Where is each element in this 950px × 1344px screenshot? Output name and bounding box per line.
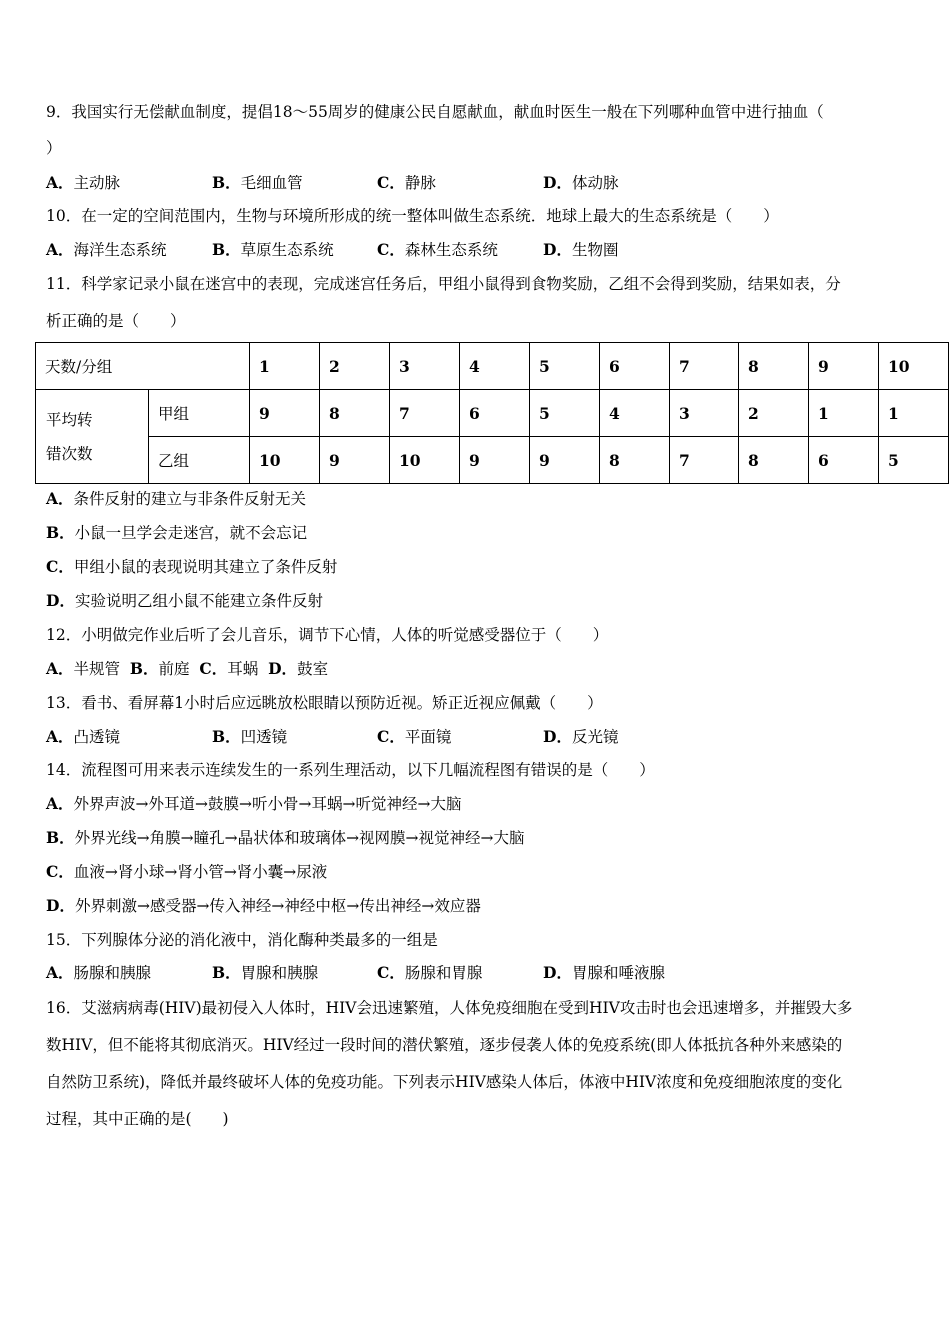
q15-option-d: D．胃腺和唾液腺 (543, 963, 665, 982)
value-cell: 5 (879, 437, 949, 484)
q16-line1: 16．艾滋病病毒(HIV)最初侵入人体时，HIV会迅速繁殖，人体免疫细胞在受到HIV攻击时也会迅速增多，并摧毁大多 (46, 999, 853, 1017)
day-cell: 6 (600, 343, 670, 390)
value-cell: 10 (250, 437, 320, 484)
q15-stem: 15．下列腺体分泌的消化液中，消化酶种类最多的一组是 (46, 931, 438, 949)
q9-option-c: C．静脉 (377, 173, 436, 192)
value-cell: 4 (600, 390, 670, 437)
table-header-row (36, 343, 949, 390)
q10-option-c: C．森林生态系统 (377, 240, 498, 259)
day-cell: 3 (390, 343, 460, 390)
value-cell: 7 (670, 437, 739, 484)
q14-option-a: A．外界声波→外耳道→鼓膜→听小骨→耳蜗→听觉神经→大脑 (46, 794, 462, 813)
value-cell: 1 (879, 390, 949, 437)
value-cell: 7 (390, 390, 460, 437)
value-cell: 6 (809, 437, 879, 484)
value-cell: 9 (250, 390, 320, 437)
q11-stem-line1: 11．科学家记录小鼠在迷宫中的表现，完成迷宫任务后，甲组小鼠得到食物奖励，乙组不会得到奖励，结果如表，分 (46, 275, 841, 293)
q14-option-c: C．血液→肾小球→肾小管→肾小囊→尿液 (46, 862, 328, 881)
value-cell: 6 (460, 390, 530, 437)
value-cell: 3 (670, 390, 739, 437)
q16-line2: 数HIV，但不能将其彻底消灭。HIV经过一段时间的潜伏繁殖，逐步侵袭人体的免疫系统(即人体抵抗各种外来感染的 (46, 1036, 843, 1054)
value-cell: 8 (600, 437, 670, 484)
day-cell: 9 (809, 343, 879, 390)
q14-stem: 14．流程图可用来表示连续发生的一系列生理活动，以下几幅流程图有错误的是（ ） (46, 761, 655, 779)
q16-line4: 过程，其中正确的是( ) (46, 1110, 229, 1128)
q10-option-b: B．草原生态系统 (212, 240, 334, 259)
q11-option-a: A．条件反射的建立与非条件反射无关 (46, 489, 307, 508)
q13-option-b: B．凹透镜 (212, 727, 288, 746)
table-row-group-b (36, 437, 949, 484)
q9-stem-line2: ） (46, 139, 62, 157)
q9-option-d: D．体动脉 (543, 173, 619, 192)
row-header: 平均转 错次数 (36, 390, 149, 484)
q14-option-d: D．外界刺激→感受器→传入神经→神经中枢→传出神经→效应器 (46, 896, 481, 915)
q9-option-b: B．毛细血管 (212, 173, 303, 192)
value-cell: 8 (320, 390, 390, 437)
q10-option-a: A．海洋生态系统 (46, 240, 167, 259)
q15-option-b: B．胃腺和胰腺 (212, 963, 319, 982)
day-cell: 10 (879, 343, 949, 390)
q11-option-d: D．实验说明乙组小鼠不能建立条件反射 (46, 591, 323, 610)
group-b-label: 乙组 (149, 437, 250, 484)
value-cell: 9 (460, 437, 530, 484)
q9-stem-line1: 9．我国实行无偿献血制度，提倡18～55周岁的健康公民自愿献血，献血时医生一般在下列哪种血管中进行抽血（ (46, 103, 824, 121)
q13-option-c: C．平面镜 (377, 727, 452, 746)
q9-option-a: A．主动脉 (46, 173, 121, 192)
q10-stem: 10．在一定的空间范围内，生物与环境所形成的统一整体叫做生态系统．地球上最大的生态系统是（ ） (46, 207, 779, 225)
q13-option-d: D．反光镜 (543, 727, 619, 746)
q14-option-b: B．外界光线→角膜→瞳孔→晶状体和玻璃体→视网膜→视觉神经→大脑 (46, 828, 525, 847)
day-cell: 7 (670, 343, 739, 390)
value-cell: 9 (530, 437, 600, 484)
value-cell: 9 (320, 437, 390, 484)
group-a-label: 甲组 (149, 390, 250, 437)
q13-stem: 13．看书、看屏幕1小时后应远眺放松眼睛以预防近视。矫正近视应佩戴（ ） (46, 694, 603, 712)
day-cell: 5 (530, 343, 600, 390)
q12-stem: 12．小明做完作业后听了会儿音乐，调节下心情，人体的听觉感受器位于（ ） (46, 626, 609, 644)
day-cell: 1 (250, 343, 320, 390)
value-cell: 10 (390, 437, 460, 484)
day-cell: 2 (320, 343, 390, 390)
q16-line3: 自然防卫系统)，降低并最终破坏人体的免疫功能。下列表示HIV感染人体后，体液中HIV浓度和免疫细胞浓度的变化 (46, 1073, 843, 1091)
day-cell: 4 (460, 343, 530, 390)
value-cell: 2 (739, 390, 809, 437)
q15-option-c: C．肠腺和胃腺 (377, 963, 483, 982)
table-row-group-a (36, 390, 949, 437)
q11-data-table (35, 342, 949, 484)
q11-option-b: B．小鼠一旦学会走迷宫，就不会忘记 (46, 523, 308, 542)
q12-options: A．半规管 B．前庭 C．耳蜗 D．鼓室 (46, 659, 329, 678)
q10-option-d: D．生物圈 (543, 240, 619, 259)
day-cell: 8 (739, 343, 809, 390)
q15-option-a: A．肠腺和胰腺 (46, 963, 152, 982)
value-cell: 1 (809, 390, 879, 437)
header-label: 天数/分组 (36, 343, 250, 390)
q13-option-a: A．凸透镜 (46, 727, 121, 746)
q11-stem-line2: 析正确的是（ ） (46, 312, 186, 330)
q11-option-c: C．甲组小鼠的表现说明其建立了条件反射 (46, 557, 338, 576)
value-cell: 8 (739, 437, 809, 484)
value-cell: 5 (530, 390, 600, 437)
